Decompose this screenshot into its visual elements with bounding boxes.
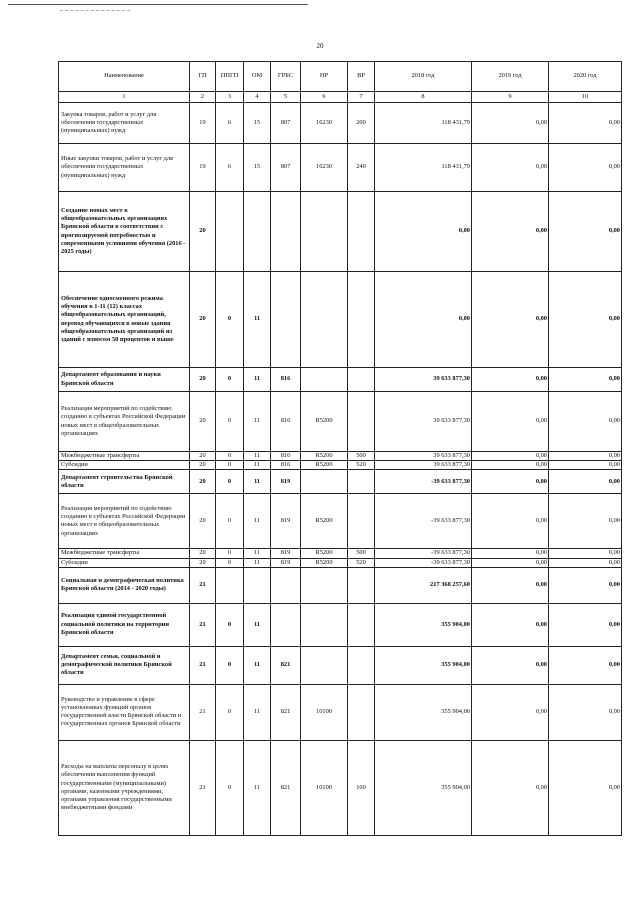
ppgp-cell: 6 xyxy=(216,144,244,192)
amount-2020-cell: 0,00 xyxy=(549,558,622,567)
column-index: 2 xyxy=(190,92,216,103)
gp-cell: 21 xyxy=(190,740,216,835)
row-name-cell: Департамент строительства Брянской области xyxy=(59,470,190,494)
amount-2018-cell: -39 633 877,30 xyxy=(375,470,472,494)
om-cell xyxy=(244,567,271,603)
vr-cell: 520 xyxy=(348,558,375,567)
row-name-cell: Социальная и демографическая политика Брянской области (2014 - 2020 годы) xyxy=(59,567,190,603)
amount-2020-cell: 0,00 xyxy=(549,470,622,494)
header-cell: НР xyxy=(301,62,348,92)
amount-2019-cell: 0,00 xyxy=(472,470,549,494)
table-row xyxy=(59,192,622,272)
vr-cell: 520 xyxy=(348,461,375,470)
amount-2020-cell: 0,00 xyxy=(549,144,622,192)
amount-2018-cell: 355 904,00 xyxy=(375,684,472,740)
vr-cell: 500 xyxy=(348,549,375,558)
grbs-cell: 821 xyxy=(271,646,301,684)
amount-2019-cell: 0,00 xyxy=(472,558,549,567)
nr-cell xyxy=(301,567,348,603)
vr-cell xyxy=(348,603,375,646)
row-name-cell: Департамент образования и науки Брянской области xyxy=(59,368,190,392)
row-name-cell: Субсидии xyxy=(59,461,190,470)
nr-cell: R5200 xyxy=(301,549,348,558)
vr-cell: 500 xyxy=(348,452,375,461)
amount-2020-cell: 0,00 xyxy=(549,461,622,470)
gp-cell: 21 xyxy=(190,567,216,603)
amount-2018-cell: 118 431,79 xyxy=(375,103,472,144)
ppgp-cell: 0 xyxy=(216,603,244,646)
grbs-cell: 821 xyxy=(271,740,301,835)
om-cell: 11 xyxy=(244,461,271,470)
header-cell: ВР xyxy=(348,62,375,92)
row-name-cell: Расходы на выплаты персоналу в целях обеспечения выполнения функций государственными (муниципальными) органами, казенными учреждениями, органами управления государственными внебюджетными фондами xyxy=(59,740,190,835)
vr-cell xyxy=(348,684,375,740)
amount-2019-cell: 0,00 xyxy=(472,494,549,549)
ppgp-cell: 0 xyxy=(216,392,244,452)
amount-2019-cell: 0,00 xyxy=(472,192,549,272)
vr-cell xyxy=(348,567,375,603)
amount-2019-cell: 0,00 xyxy=(472,144,549,192)
vr-cell xyxy=(348,494,375,549)
table-row xyxy=(59,567,622,603)
table-row xyxy=(59,558,622,567)
gp-cell: 20 xyxy=(190,470,216,494)
amount-2018-cell: 39 633 877,30 xyxy=(375,452,472,461)
nr-cell: 16230 xyxy=(301,103,348,144)
column-index: 5 xyxy=(271,92,301,103)
amount-2019-cell: 0,00 xyxy=(472,684,549,740)
om-cell: 11 xyxy=(244,558,271,567)
grbs-cell xyxy=(271,192,301,272)
nr-cell: R5200 xyxy=(301,494,348,549)
gp-cell: 20 xyxy=(190,392,216,452)
amount-2018-cell: 355 904,00 xyxy=(375,740,472,835)
row-name-cell: Межбюджетные трансферты xyxy=(59,549,190,558)
column-index: 4 xyxy=(244,92,271,103)
vr-cell xyxy=(348,392,375,452)
table-row xyxy=(59,603,622,646)
om-cell: 11 xyxy=(244,549,271,558)
table-row xyxy=(59,494,622,549)
ppgp-cell: 0 xyxy=(216,452,244,461)
gp-cell: 20 xyxy=(190,272,216,368)
top-rule-dashed xyxy=(60,10,130,12)
amount-2020-cell: 0,00 xyxy=(549,549,622,558)
gp-cell: 20 xyxy=(190,494,216,549)
row-name-cell: Закупка товаров, работ и услуг для обеспечения государственных (муниципальных) нужд xyxy=(59,103,190,144)
ppgp-cell: 0 xyxy=(216,272,244,368)
amount-2020-cell: 0,00 xyxy=(549,103,622,144)
amount-2019-cell: 0,00 xyxy=(472,461,549,470)
ppgp-cell xyxy=(216,567,244,603)
ppgp-cell: 0 xyxy=(216,740,244,835)
amount-2020-cell: 0,00 xyxy=(549,567,622,603)
om-cell: 11 xyxy=(244,272,271,368)
table-row xyxy=(59,684,622,740)
header-cell: ГП xyxy=(190,62,216,92)
om-cell: 15 xyxy=(244,144,271,192)
amount-2018-cell: 0,00 xyxy=(375,272,472,368)
table-row xyxy=(59,368,622,392)
amount-2018-cell: 39 633 877,30 xyxy=(375,392,472,452)
grbs-cell xyxy=(271,567,301,603)
table-row xyxy=(59,549,622,558)
row-name-cell: Реализация мероприятий по содействию созданию в субъектах Российской Федерации новых мест в общеобразовательных организациях xyxy=(59,494,190,549)
gp-cell: 19 xyxy=(190,144,216,192)
nr-cell xyxy=(301,368,348,392)
header-cell: Наименование xyxy=(59,62,190,92)
amount-2020-cell: 0,00 xyxy=(549,740,622,835)
grbs-cell: 819 xyxy=(271,549,301,558)
page-number: 20 xyxy=(316,42,324,50)
amount-2019-cell: 0,00 xyxy=(472,549,549,558)
amount-2020-cell: 0,00 xyxy=(549,646,622,684)
nr-cell: 10100 xyxy=(301,684,348,740)
table-row xyxy=(59,740,622,835)
column-index: 10 xyxy=(549,92,622,103)
amount-2020-cell: 0,00 xyxy=(549,452,622,461)
header-cell: 2019 год xyxy=(472,62,549,92)
ppgp-cell: 0 xyxy=(216,646,244,684)
gp-cell: 20 xyxy=(190,452,216,461)
grbs-cell xyxy=(271,272,301,368)
header-cell: 2020 год xyxy=(549,62,622,92)
ppgp-cell: 6 xyxy=(216,103,244,144)
nr-cell: 10100 xyxy=(301,740,348,835)
om-cell: 15 xyxy=(244,103,271,144)
amount-2019-cell: 0,00 xyxy=(472,452,549,461)
row-name-cell: Департамент семьи, социальной и демографической политики Брянской области xyxy=(59,646,190,684)
ppgp-cell: 0 xyxy=(216,470,244,494)
om-cell: 11 xyxy=(244,740,271,835)
amount-2020-cell: 0,00 xyxy=(549,368,622,392)
amount-2019-cell: 0,00 xyxy=(472,646,549,684)
column-index-row xyxy=(59,92,622,103)
table-row xyxy=(59,103,622,144)
amount-2018-cell: -39 633 877,30 xyxy=(375,558,472,567)
table-row xyxy=(59,646,622,684)
column-index: 6 xyxy=(301,92,348,103)
vr-cell xyxy=(348,470,375,494)
gp-cell: 20 xyxy=(190,558,216,567)
gp-cell: 20 xyxy=(190,192,216,272)
gp-cell: 20 xyxy=(190,461,216,470)
nr-cell: R5200 xyxy=(301,461,348,470)
amount-2020-cell: 0,00 xyxy=(549,684,622,740)
om-cell: 11 xyxy=(244,368,271,392)
gp-cell: 21 xyxy=(190,603,216,646)
ppgp-cell: 0 xyxy=(216,494,244,549)
amount-2019-cell: 0,00 xyxy=(472,272,549,368)
nr-cell xyxy=(301,646,348,684)
grbs-cell: 821 xyxy=(271,684,301,740)
gp-cell: 21 xyxy=(190,646,216,684)
vr-cell xyxy=(348,272,375,368)
ppgp-cell xyxy=(216,192,244,272)
amount-2018-cell: 118 431,79 xyxy=(375,144,472,192)
vr-cell xyxy=(348,368,375,392)
row-name-cell: Создание новых мест в общеобразовательных организациях Брянской области в соответствии с прогнозируемой потребностью и современными условиями обучения (2016 - 2025 годы) xyxy=(59,192,190,272)
amount-2020-cell: 0,00 xyxy=(549,192,622,272)
row-name-cell: Обеспечение односменного режима обучения в 1-11 (12) классах общеобразовательных организаций, перевод обучающихся в новые здания общеобразовательных организаций из зданий с износом 50 процентов и выше xyxy=(59,272,190,368)
header-cell: ОМ xyxy=(244,62,271,92)
table-row xyxy=(59,461,622,470)
amount-2018-cell: 0,00 xyxy=(375,192,472,272)
amount-2020-cell: 0,00 xyxy=(549,494,622,549)
gp-cell: 20 xyxy=(190,368,216,392)
ppgp-cell: 0 xyxy=(216,461,244,470)
gp-cell: 19 xyxy=(190,103,216,144)
amount-2018-cell: 39 633 877,30 xyxy=(375,368,472,392)
nr-cell xyxy=(301,470,348,494)
gp-cell: 21 xyxy=(190,684,216,740)
table-row xyxy=(59,452,622,461)
column-index: 1 xyxy=(59,92,190,103)
grbs-cell: 807 xyxy=(271,144,301,192)
amount-2020-cell: 0,00 xyxy=(549,603,622,646)
grbs-cell: 819 xyxy=(271,558,301,567)
vr-cell: 240 xyxy=(348,144,375,192)
vr-cell: 100 xyxy=(348,740,375,835)
header-cell: ППГП xyxy=(216,62,244,92)
column-index: 8 xyxy=(375,92,472,103)
header-row xyxy=(59,62,622,92)
grbs-cell: 807 xyxy=(271,103,301,144)
row-name-cell: Субсидии xyxy=(59,558,190,567)
amount-2020-cell: 0,00 xyxy=(549,272,622,368)
grbs-cell: 816 xyxy=(271,452,301,461)
amount-2018-cell: -39 633 877,30 xyxy=(375,494,472,549)
om-cell: 11 xyxy=(244,470,271,494)
amount-2020-cell: 0,00 xyxy=(549,392,622,452)
om-cell: 11 xyxy=(244,684,271,740)
grbs-cell: 816 xyxy=(271,392,301,452)
amount-2019-cell: 0,00 xyxy=(472,740,549,835)
grbs-cell xyxy=(271,603,301,646)
ppgp-cell: 0 xyxy=(216,368,244,392)
amount-2019-cell: 0,00 xyxy=(472,603,549,646)
ppgp-cell: 0 xyxy=(216,549,244,558)
table-row xyxy=(59,392,622,452)
ppgp-cell: 0 xyxy=(216,684,244,740)
row-name-cell: Руководство и управление в сфере установленных функций органов государственной власти Брянской области и государственных органов Брянской области xyxy=(59,684,190,740)
row-name-cell: Иные закупки товаров, работ и услуг для обеспечения государственных (муниципальных) нужд xyxy=(59,144,190,192)
row-name-cell: Реализация мероприятий по содействию созданию в субъектах Российской Федерации новых мест в общеобразовательных организациях xyxy=(59,392,190,452)
vr-cell: 200 xyxy=(348,103,375,144)
amount-2018-cell: 217 368 257,60 xyxy=(375,567,472,603)
om-cell xyxy=(244,192,271,272)
table-row xyxy=(59,272,622,368)
top-rule xyxy=(8,4,308,5)
ppgp-cell: 0 xyxy=(216,558,244,567)
amount-2018-cell: 39 633 877,30 xyxy=(375,461,472,470)
nr-cell: R5200 xyxy=(301,452,348,461)
header-cell: 2018 год xyxy=(375,62,472,92)
om-cell: 11 xyxy=(244,603,271,646)
column-index: 3 xyxy=(216,92,244,103)
vr-cell xyxy=(348,646,375,684)
om-cell: 11 xyxy=(244,494,271,549)
column-index: 9 xyxy=(472,92,549,103)
table-row xyxy=(59,144,622,192)
nr-cell xyxy=(301,192,348,272)
grbs-cell: 819 xyxy=(271,494,301,549)
budget-table xyxy=(58,61,622,836)
grbs-cell: 816 xyxy=(271,368,301,392)
amount-2019-cell: 0,00 xyxy=(472,368,549,392)
vr-cell xyxy=(348,192,375,272)
grbs-cell: 819 xyxy=(271,470,301,494)
om-cell: 11 xyxy=(244,646,271,684)
nr-cell: R5200 xyxy=(301,392,348,452)
grbs-cell: 816 xyxy=(271,461,301,470)
om-cell: 11 xyxy=(244,392,271,452)
table-row xyxy=(59,470,622,494)
header-cell: ГРБС xyxy=(271,62,301,92)
nr-cell: R5200 xyxy=(301,558,348,567)
row-name-cell: Межбюджетные трансферты xyxy=(59,452,190,461)
om-cell: 11 xyxy=(244,452,271,461)
nr-cell xyxy=(301,603,348,646)
nr-cell xyxy=(301,272,348,368)
amount-2019-cell: 0,00 xyxy=(472,103,549,144)
amount-2018-cell: 355 904,00 xyxy=(375,603,472,646)
amount-2018-cell: 355 904,00 xyxy=(375,646,472,684)
gp-cell: 20 xyxy=(190,549,216,558)
row-name-cell: Реализация единой государственной социальной политики на территории Брянской области xyxy=(59,603,190,646)
nr-cell: 16230 xyxy=(301,144,348,192)
amount-2019-cell: 0,00 xyxy=(472,567,549,603)
column-index: 7 xyxy=(348,92,375,103)
amount-2019-cell: 0,00 xyxy=(472,392,549,452)
amount-2018-cell: -39 633 877,30 xyxy=(375,549,472,558)
